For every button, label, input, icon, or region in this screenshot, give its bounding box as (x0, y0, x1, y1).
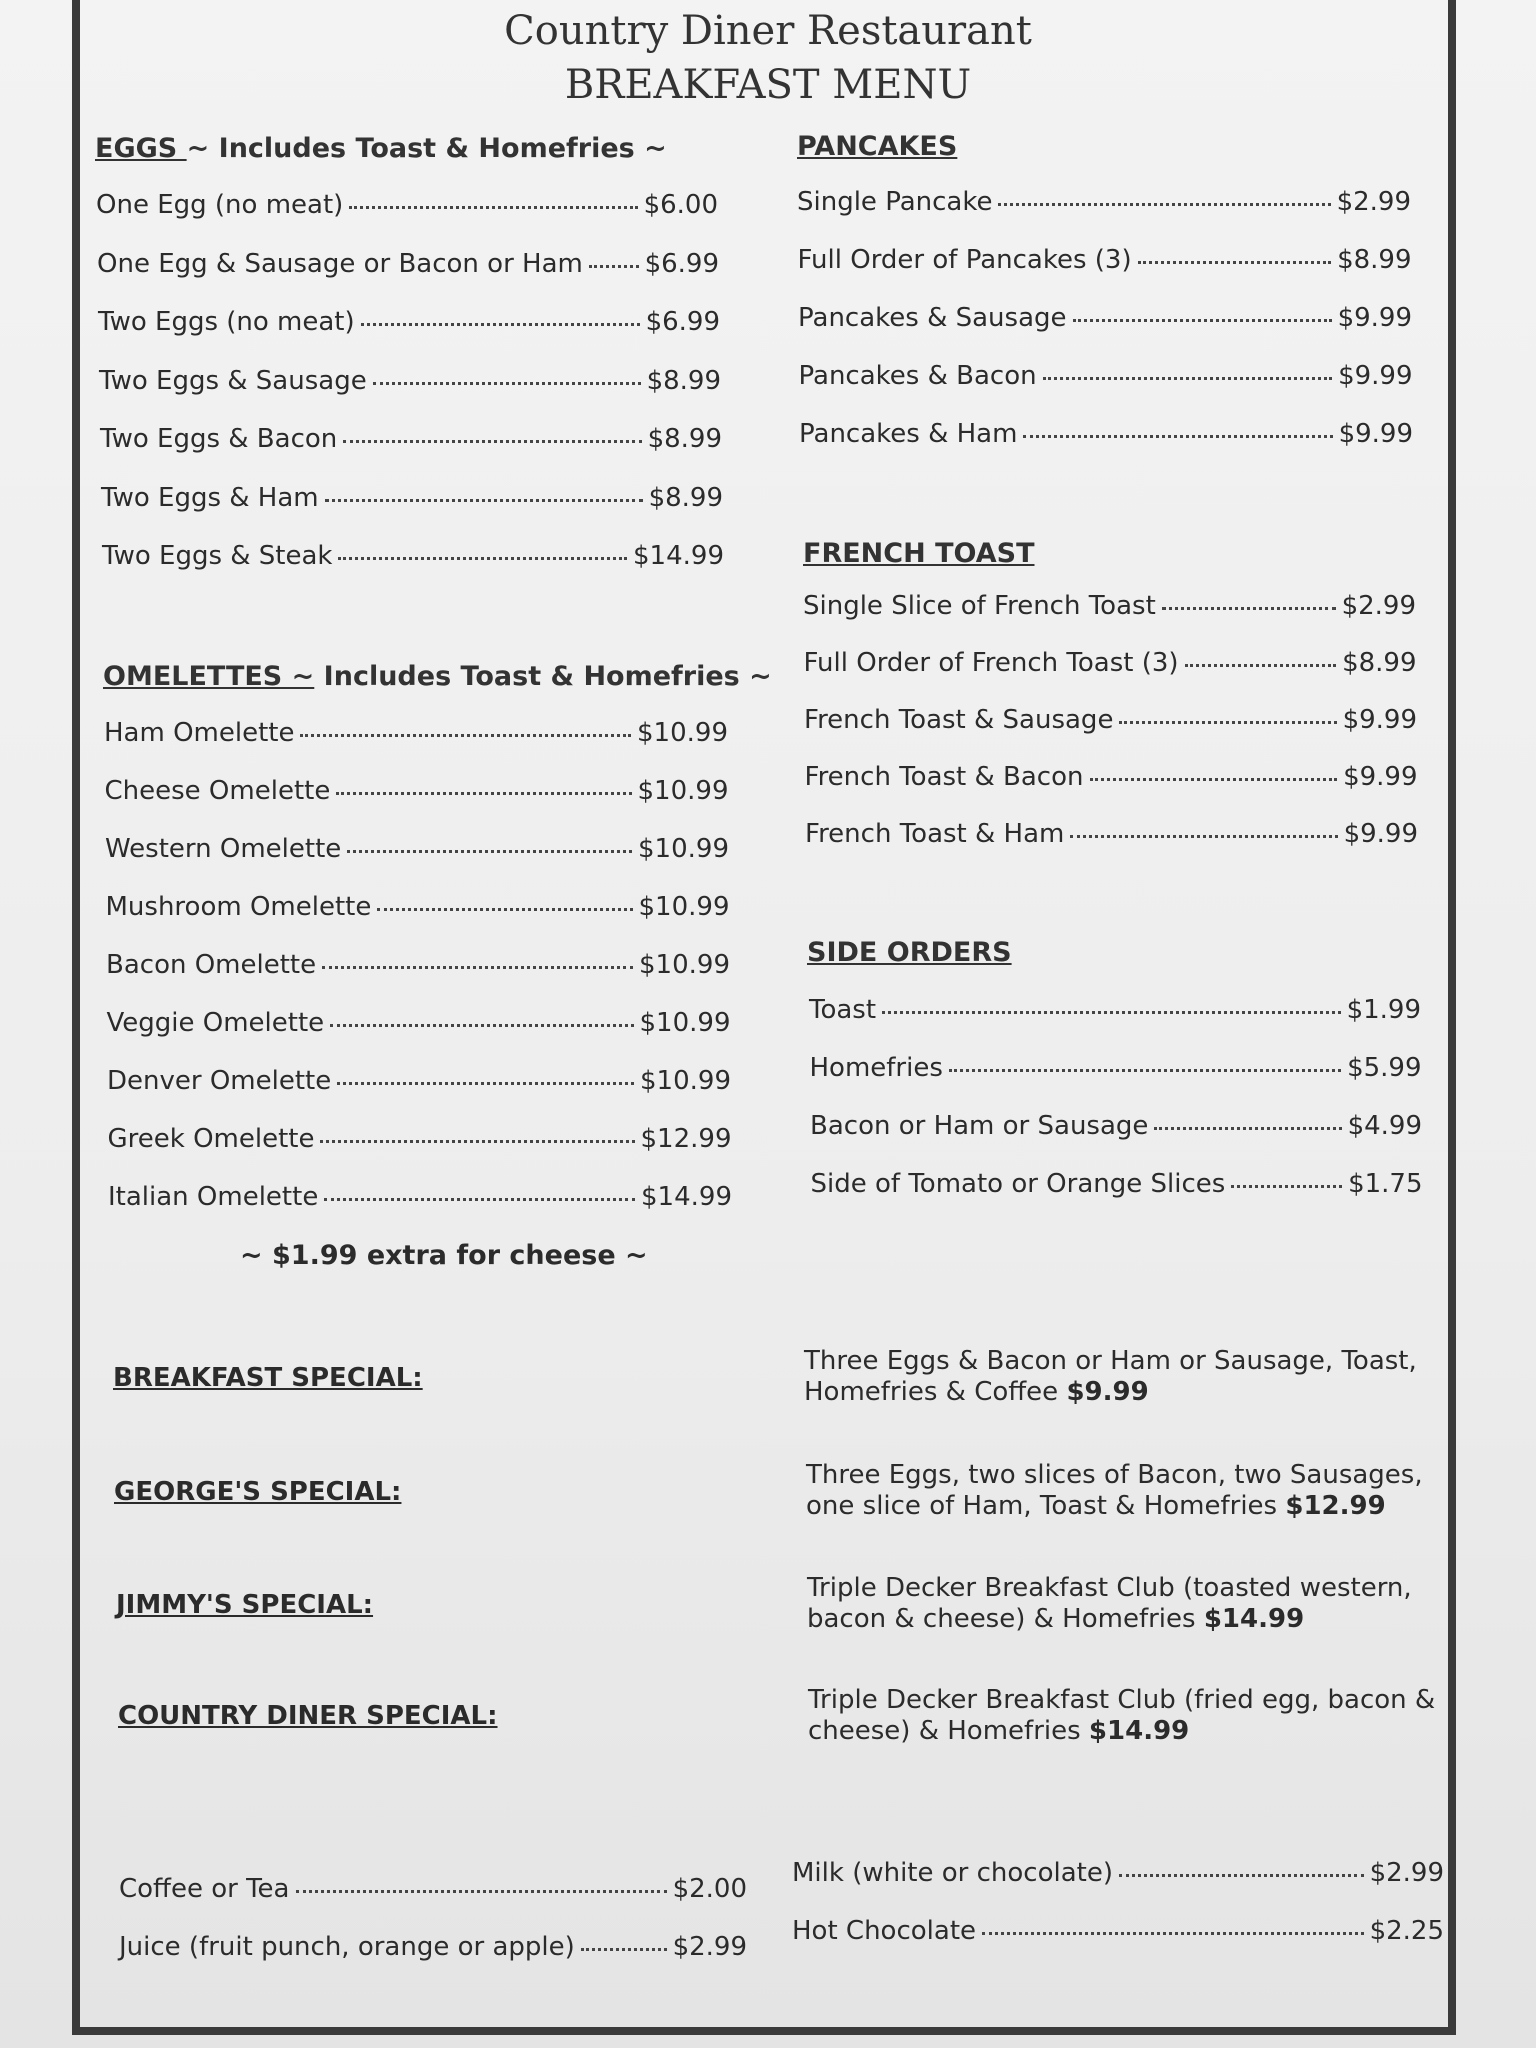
dot-leader (949, 1068, 1341, 1072)
special-text: Three Eggs & Bacon or Ham or Sausage, Toast, Homefries & Coffee (804, 1346, 1417, 1407)
item-price: $2.99 (1336, 187, 1411, 217)
dot-leader (324, 1197, 635, 1201)
item-price: $10.99 (638, 834, 729, 864)
menu-item (106, 950, 730, 980)
item-name: Bacon Omelette (106, 950, 317, 980)
dot-leader (296, 1889, 667, 1893)
omelettes-heading (103, 661, 772, 692)
eggs-heading (95, 133, 667, 164)
item-name: Full Order of French Toast (3) (803, 648, 1179, 678)
item-price: $1.75 (1348, 1169, 1423, 1199)
special-name: COUNTRY DINER SPECIAL: (118, 1701, 498, 1731)
item-name: Denver Omelette (107, 1066, 332, 1096)
menu-item (804, 705, 1417, 735)
menu-item (803, 591, 1416, 621)
item-name: Veggie Omelette (106, 1008, 325, 1038)
menu-item (107, 1066, 731, 1096)
special-price: $14.99 (1203, 1604, 1305, 1634)
item-price: $2.00 (672, 1874, 747, 1904)
item-name: Two Eggs & Steak (102, 541, 333, 571)
eggs-title: EGGS (95, 133, 187, 164)
item-price: $9.99 (1338, 361, 1413, 391)
item-price: $9.99 (1343, 819, 1418, 849)
dot-leader (1231, 1184, 1342, 1188)
item-name: One Egg & Sausage or Bacon or Ham (97, 248, 583, 279)
item-price: $6.99 (644, 248, 719, 279)
item-name: Two Eggs & Ham (101, 482, 319, 513)
special-name: JIMMY'S SPECIAL: (116, 1590, 374, 1620)
dot-leader (982, 1931, 1364, 1935)
special-text: Triple Decker Breakfast Club (fried egg, bacon & cheese) & Homefries (808, 1685, 1436, 1746)
item-price: $4.99 (1347, 1111, 1422, 1141)
item-price: $14.99 (633, 541, 724, 571)
item-name: French Toast & Ham (805, 819, 1065, 849)
menu-item (811, 1169, 1423, 1199)
dot-leader (347, 849, 632, 853)
menu-item (809, 995, 1421, 1025)
item-name: Western Omelette (105, 834, 342, 864)
item-name: Two Eggs & Bacon (100, 424, 338, 454)
item-price: $8.99 (648, 482, 723, 513)
dot-leader (1119, 720, 1336, 724)
special-text: Three Eggs, two slices of Bacon, two Sausages, one slice of Ham, Toast & Homefries (806, 1460, 1423, 1521)
item-name: One Egg (no meat) (96, 190, 344, 220)
item-price: $8.99 (646, 365, 721, 396)
menu-item (798, 245, 1412, 275)
french-toast-title: FRENCH TOAST (803, 538, 1035, 569)
menu-item (108, 1124, 732, 1154)
dot-leader (343, 439, 641, 443)
special-name: GEORGE'S SPECIAL: (114, 1477, 402, 1507)
item-name: Two Eggs & Sausage (99, 365, 367, 396)
dot-leader (882, 1010, 1341, 1014)
special-description (806, 1460, 1446, 1522)
item-name: Milk (white or chocolate) (792, 1858, 1114, 1888)
item-price: $10.99 (637, 776, 729, 806)
menu-item (810, 1111, 1422, 1141)
item-price: $9.99 (1343, 762, 1418, 792)
item-price: $10.99 (638, 892, 730, 922)
item-name: Pancakes & Bacon (798, 361, 1037, 391)
item-price: $2.25 (1369, 1916, 1444, 1946)
item-name: Coffee or Tea (119, 1874, 290, 1904)
item-price: $2.99 (1369, 1858, 1444, 1888)
item-price: $8.99 (1342, 648, 1417, 678)
item-name: Single Pancake (797, 187, 993, 217)
special-name: BREAKFAST SPECIAL: (113, 1363, 423, 1393)
item-name: Side of Tomato or Orange Slices (810, 1169, 1226, 1199)
item-price: $9.99 (1342, 705, 1417, 735)
menu-item (805, 819, 1418, 849)
omelettes-title: OMELETTES ~ (103, 661, 315, 692)
dot-leader (300, 733, 631, 737)
item-price: $5.99 (1347, 1053, 1422, 1083)
menu-item (804, 648, 1417, 678)
item-name: French Toast & Bacon (804, 762, 1084, 792)
item-name: Ham Omelette (104, 718, 295, 748)
special-description (808, 1685, 1448, 1747)
special-price: $14.99 (1088, 1716, 1190, 1746)
restaurant-name: Country Diner Restaurant (504, 8, 1032, 54)
dot-leader (349, 205, 637, 209)
special-description (804, 1346, 1444, 1408)
menu-item (792, 1858, 1444, 1888)
dot-leader (1185, 663, 1337, 667)
menu-item (805, 762, 1418, 792)
menu-item (107, 1008, 731, 1038)
item-name: Mushroom Omelette (105, 892, 372, 922)
item-price: $10.99 (640, 1066, 731, 1096)
dot-leader (1070, 834, 1337, 838)
menu-item (797, 187, 1411, 217)
item-price: $8.99 (1337, 245, 1412, 275)
item-name: Single Slice of French Toast (803, 591, 1156, 621)
dot-leader (337, 1081, 634, 1085)
menu-title: BREAKFAST MENU (564, 62, 972, 108)
menu-item (108, 1182, 732, 1212)
dot-leader (325, 498, 643, 502)
side-orders-title: SIDE ORDERS (807, 937, 1012, 968)
dot-leader (320, 1139, 634, 1143)
item-price: $14.99 (641, 1182, 732, 1212)
dot-leader (1162, 606, 1336, 610)
menu-item (799, 361, 1413, 391)
dot-leader (1154, 1126, 1341, 1130)
item-name: Two Eggs (no meat) (98, 307, 355, 337)
item-price: $9.99 (1337, 303, 1412, 333)
item-price: $9.99 (1338, 419, 1413, 449)
item-name: Hot Chocolate (792, 1916, 977, 1946)
dot-leader (589, 264, 639, 268)
menu-item (98, 307, 720, 337)
item-name: Pancakes & Sausage (798, 303, 1067, 333)
item-name: Bacon or Ham or Sausage (810, 1111, 1149, 1141)
item-price: $10.99 (637, 718, 728, 748)
dot-leader (1138, 260, 1331, 264)
menu-item (105, 834, 729, 864)
dot-leader (1119, 1873, 1364, 1877)
menu-item (97, 249, 719, 279)
item-name: Greek Omelette (107, 1124, 315, 1154)
special-price: $12.99 (1285, 1491, 1386, 1521)
special-text: Triple Decker Breakfast Club (toasted western, bacon & cheese) & Homefries (807, 1573, 1412, 1634)
french-toast-heading (803, 538, 1035, 569)
item-name: Pancakes & Ham (799, 419, 1018, 449)
dot-leader (330, 1023, 633, 1027)
item-name: Juice (fruit punch, orange or apple) (119, 1932, 575, 1962)
item-price: $12.99 (640, 1124, 732, 1154)
menu-item (799, 419, 1413, 449)
omelettes-subtitle: Includes Toast & Homefries ~ (314, 661, 772, 692)
item-price: $6.99 (645, 307, 720, 337)
side-orders-heading (807, 937, 1012, 968)
item-price: $2.99 (1341, 591, 1416, 621)
item-price: $2.99 (672, 1932, 747, 1962)
dot-leader (1043, 376, 1332, 380)
item-name: Toast (809, 995, 877, 1025)
dot-leader (1073, 318, 1332, 322)
dot-leader (338, 556, 627, 560)
menu-item (106, 892, 730, 922)
eggs-subtitle: ~ Includes Toast & Homefries ~ (186, 133, 667, 164)
menu-item (104, 718, 728, 748)
item-price: $10.99 (639, 950, 730, 980)
menu-item (100, 424, 722, 454)
menu-item (792, 1916, 1444, 1946)
special-description (807, 1573, 1447, 1635)
pancakes-title: PANCAKES (797, 131, 958, 162)
item-name: Full Order of Pancakes (3) (797, 245, 1132, 275)
menu-item (101, 483, 723, 513)
menu-item (102, 541, 724, 571)
dot-leader (336, 791, 631, 795)
menu-item (96, 190, 718, 220)
menu-item (798, 303, 1412, 333)
menu-item (119, 1932, 747, 1962)
item-name: French Toast & Sausage (804, 705, 1114, 735)
dot-leader (322, 965, 633, 969)
item-name: Homefries (809, 1053, 943, 1083)
dot-leader (1090, 777, 1338, 781)
item-price: $1.99 (1346, 995, 1421, 1025)
dot-leader (377, 907, 632, 911)
dot-leader (581, 1947, 667, 1951)
dot-leader (1023, 434, 1332, 438)
menu-item (810, 1053, 1422, 1083)
menu-item (105, 776, 729, 806)
dot-leader (361, 322, 640, 326)
item-name: Italian Omelette (108, 1182, 319, 1212)
menu-item (99, 366, 721, 396)
item-price: $10.99 (639, 1008, 731, 1038)
dot-leader (373, 381, 641, 385)
item-price: $6.00 (643, 190, 718, 220)
cheese-note: ~ $1.99 extra for cheese ~ (240, 1240, 648, 1271)
special-price: $9.99 (1066, 1377, 1149, 1407)
item-price: $8.99 (647, 424, 722, 454)
menu-item (119, 1874, 747, 1904)
pancakes-heading (797, 131, 957, 162)
dot-leader (998, 202, 1330, 206)
item-name: Cheese Omelette (104, 776, 331, 806)
